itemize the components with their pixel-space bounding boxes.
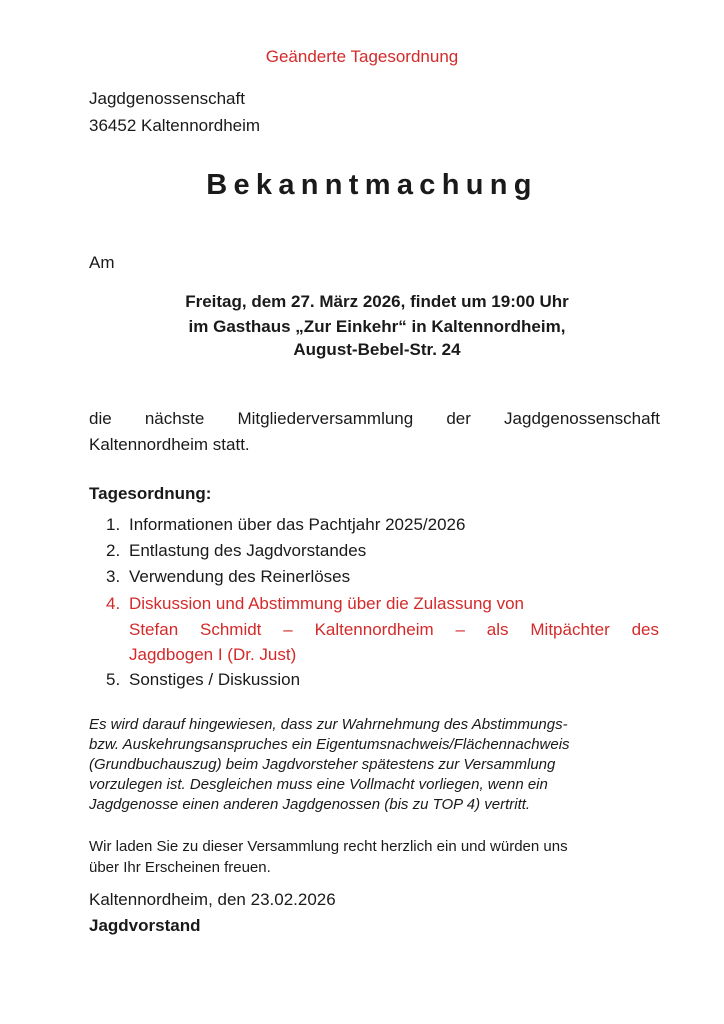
event-venue: im Gasthaus „Zur Einkehr“ in Kaltennordheim, [188,317,566,336]
agenda-item-text: Entlastung des Jagdvorstandes [129,541,367,560]
agenda-item [106,541,366,561]
purpose-line-1: die nächste Mitgliederversammlung der Jagdgenossenschaft [89,409,660,428]
ownership-notice-line: Jagdgenosse einen anderen Jagdgenossen (bis zu TOP 4) vertritt. [89,796,531,813]
agenda-item-continuation: Stefan Schmidt – Kaltennordheim – als Mitpächter des [129,620,659,639]
purpose-line-2: Kaltennordheim statt. [89,435,250,454]
event-street: August-Bebel-Str. 24 [293,340,461,359]
place-and-date: Kaltennordheim, den 23.02.2026 [89,890,336,909]
page-title: Bekanntmachung [206,169,538,201]
agenda-item-number: 5. [106,670,121,689]
invitation-line: Wir laden Sie zu dieser Versammlung recht herzlich ein und würden uns [89,838,568,855]
agenda-item [106,515,465,535]
signature: Jagdvorstand [89,916,201,935]
agenda-item-number: 2. [106,541,121,560]
ownership-notice-line: Es wird darauf hingewiesen, dass zur Wahrnehmung des Abstimmungs- [89,716,568,733]
sender-name: Jagdgenossenschaft [89,89,245,108]
ownership-notice-line: (Grundbuchauszug) beim Jagdvorsteher spätestens zur Versammlung [89,756,556,773]
agenda-item [106,567,350,587]
ownership-notice-line: vorzulegen ist. Desgleichen muss eine Vollmacht vorliegen, wenn ein [89,776,548,793]
sender-postal-address: 36452 Kaltennordheim [89,116,261,135]
invitation-line: über Ihr Erscheinen freuen. [89,859,271,876]
agenda-item-continuation: Jagdbogen I (Dr. Just) [129,645,297,664]
agenda-item-text: Informationen über das Pachtjahr 2025/2026 [129,515,466,534]
agenda-item [106,670,300,690]
agenda-item-number: 4. [106,594,121,613]
agenda-heading: Tagesordnung: [89,484,212,503]
agenda-item-number: 3. [106,567,121,586]
agenda-item-text: Diskussion und Abstimmung über die Zulassung von [129,594,524,613]
agenda-item-text: Verwendung des Reinerlöses [129,567,351,586]
ownership-notice-line: bzw. Auskehrungsanspruches ein Eigentumsnachweis/Flächennachweis [89,736,570,753]
event-date-time: Freitag, dem 27. März 2026, findet um 19:00 Uhr [185,292,569,311]
agenda-item-changed [106,594,524,614]
agenda-item-text: Sonstiges / Diskussion [129,670,301,689]
changed-agenda-notice: Geänderte Tagesordnung [265,47,459,66]
intro-text: Am [89,253,115,272]
agenda-item-number: 1. [106,515,121,534]
